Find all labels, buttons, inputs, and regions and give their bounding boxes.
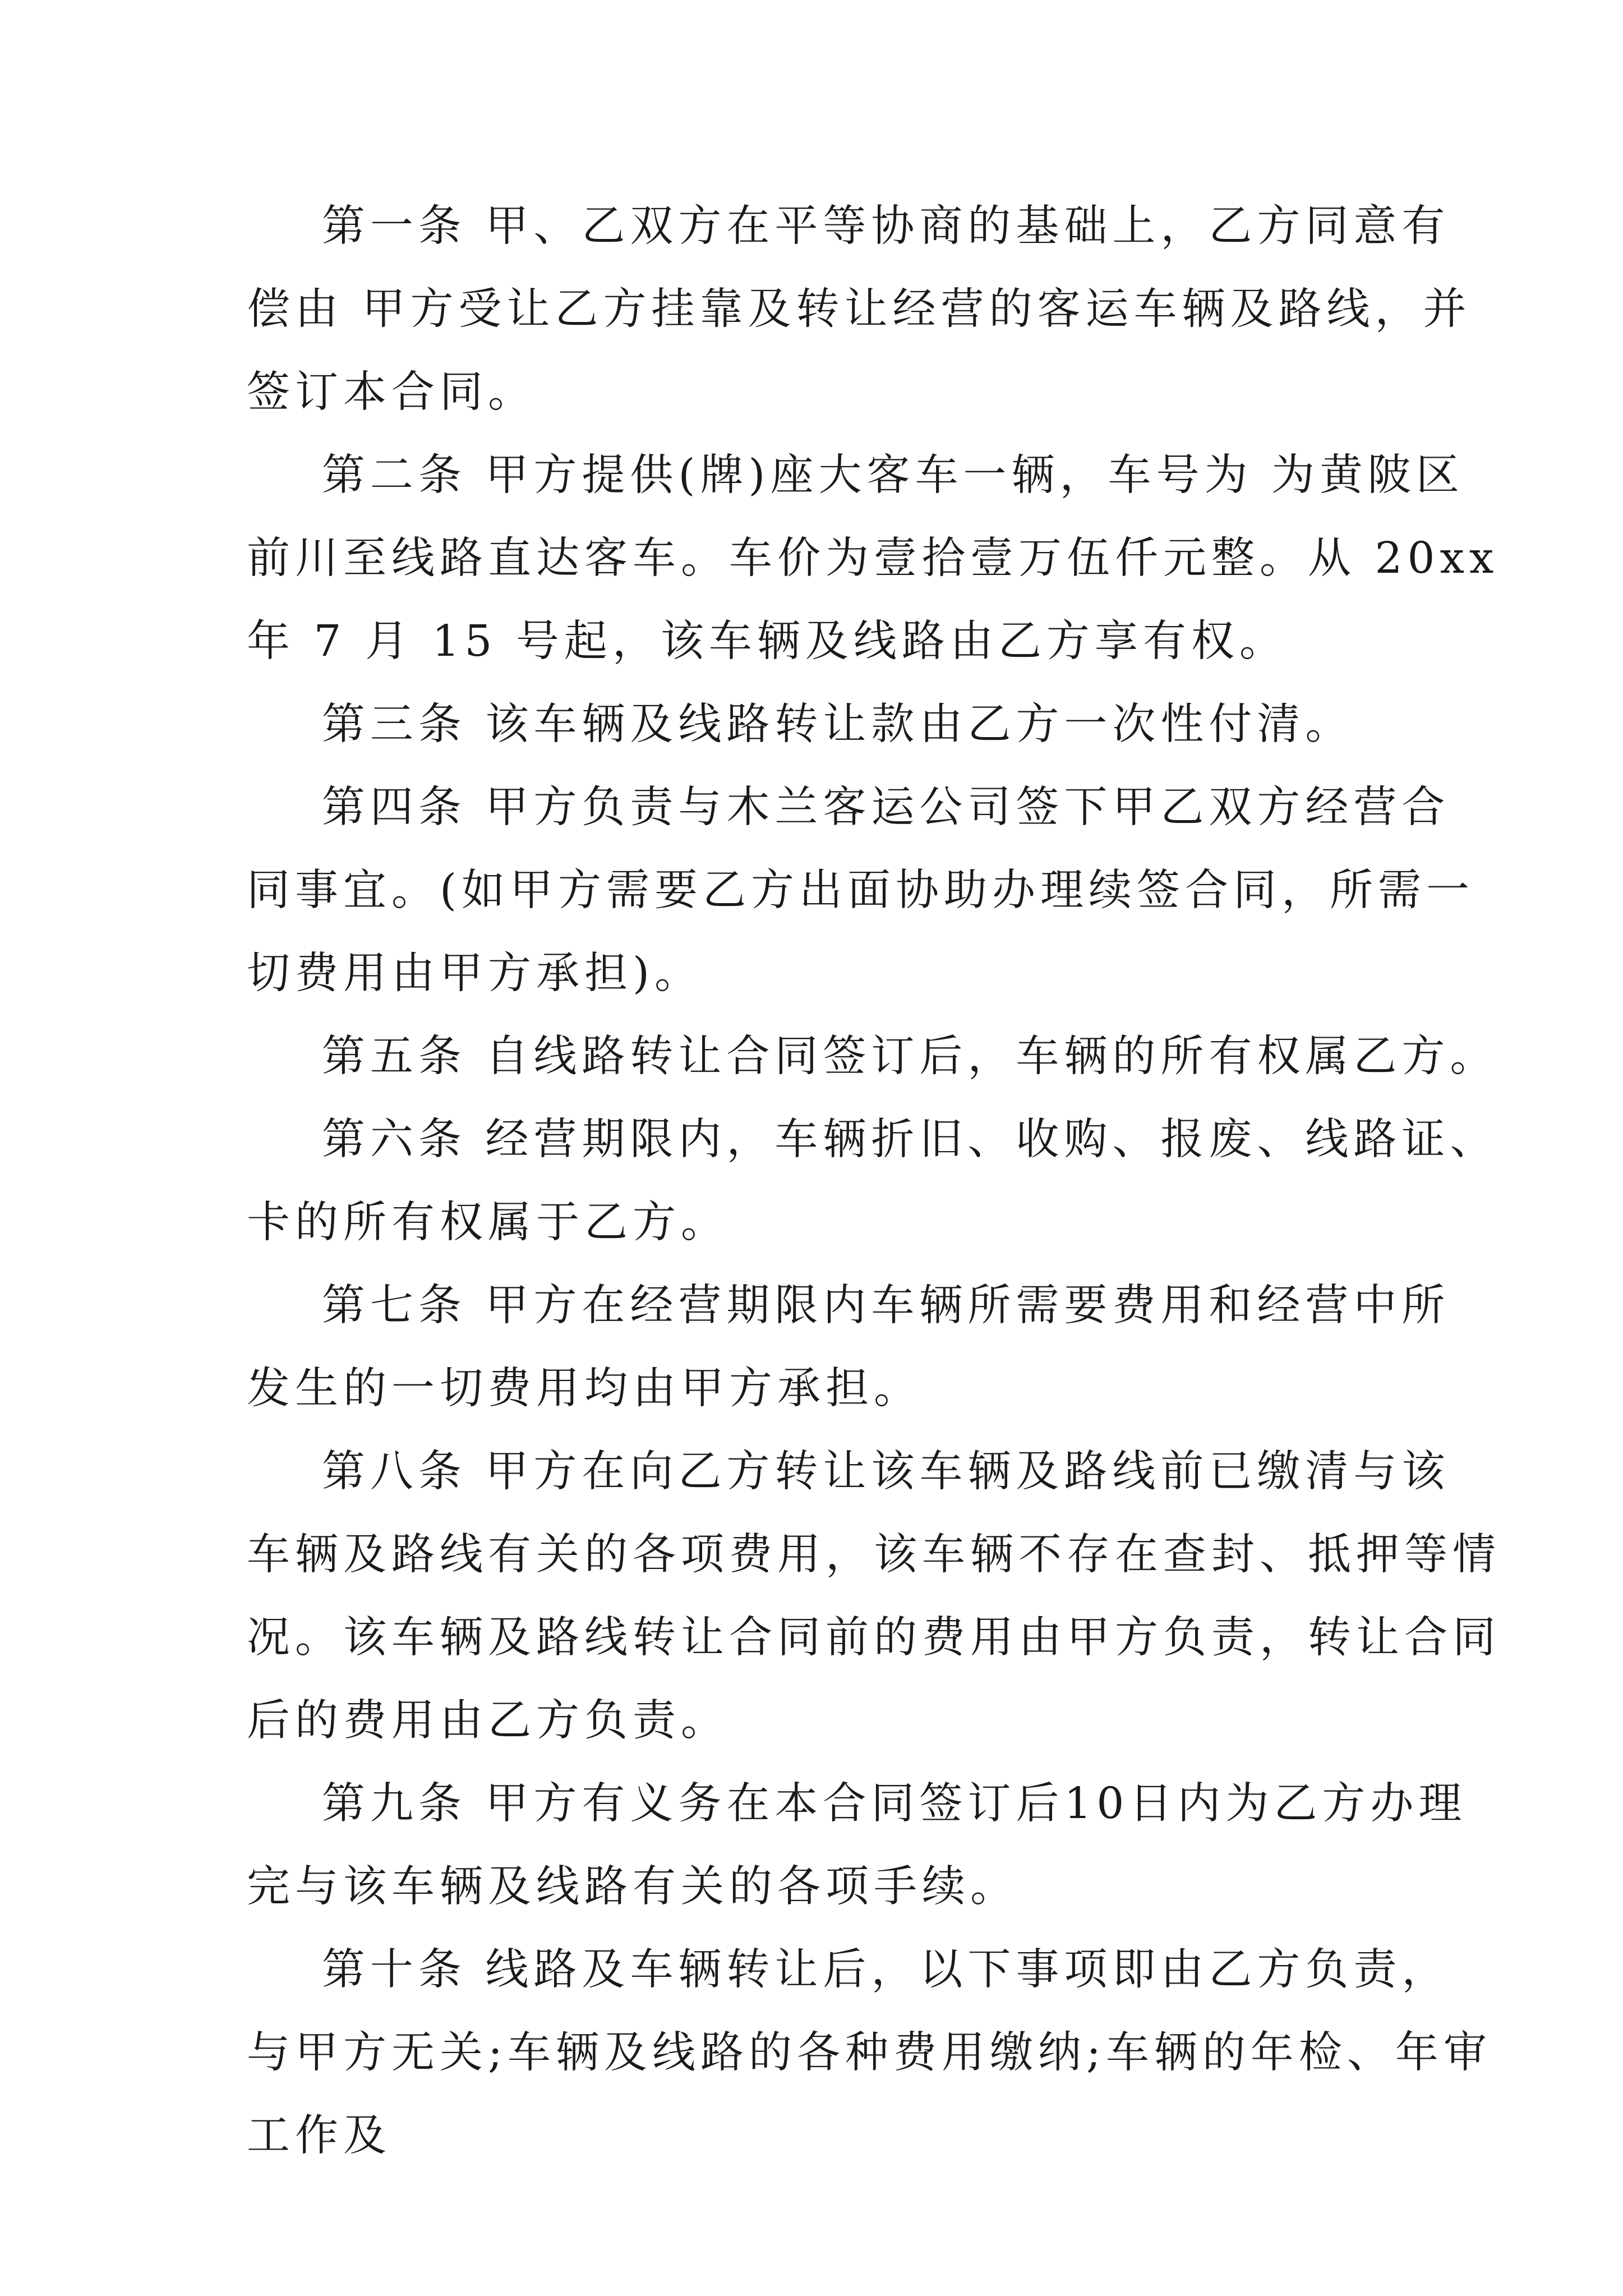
text-line: 第八条 甲方在向乙方转让该车辆及路线前已缴清与该: [247, 1447, 1450, 1497]
text-line: 第二条 甲方提供(牌)座大客车一辆，车号为 为黄陂区: [247, 450, 1464, 500]
text-line: 完与该车辆及线路有关的各项手续。: [247, 1862, 1018, 1912]
text-line: 第六条 经营期限内，车辆折旧、收购、报废、线路证、: [247, 1115, 1498, 1165]
text-line: 发生的一切费用均由甲方承担。: [247, 1364, 922, 1414]
text-line: 与甲方无关;车辆及线路的各种费用缴纳;车辆的年检、年审: [247, 2028, 1492, 2078]
text-line: 车辆及路线有关的各项费用，该车辆不存在查封、抵押等情: [247, 1530, 1501, 1580]
text-line: 签订本合同。: [247, 367, 536, 417]
text-line: 第四条 甲方负责与木兰客运公司签下甲乙双方经营合: [247, 783, 1450, 832]
text-line: 工作及: [247, 2111, 391, 2161]
text-line: 偿由 甲方受让乙方挂靠及转让经营的客运车辆及路线，并: [247, 284, 1472, 334]
contract-body: [247, 185, 1501, 2178]
text-line: 第十条 线路及车辆转让后，以下事项即由乙方负责，: [247, 1945, 1450, 1995]
text-line: 第七条 甲方在经营期限内车辆所需要费用和经营中所: [247, 1281, 1450, 1331]
text-line: 同事宜。(如甲方需要乙方出面协助办理续签合同，所需一: [247, 866, 1475, 915]
text-line: 第五条 自线路转让合同签订后，车辆的所有权属乙方。: [247, 1032, 1498, 1082]
text-line: 况。该车辆及路线转让合同前的费用由甲方负责，转让合同: [247, 1613, 1501, 1663]
text-line: 第九条 甲方有义务在本合同签订后10日内为乙方办理: [247, 1779, 1467, 1829]
text-line: 后的费用由乙方负责。: [247, 1696, 729, 1746]
text-line: 切费用由甲方承担)。: [247, 949, 703, 999]
text-line: 卡的所有权属于乙方。: [247, 1198, 729, 1248]
text-line: 第一条 甲、乙双方在平等协商的基础上，乙方同意有: [247, 201, 1450, 251]
text-line: 第三条 该车辆及线路转让款由乙方一次性付清。: [247, 700, 1354, 749]
text-line: 年 7 月 15 号起，该车辆及线路由乙方享有权。: [247, 616, 1288, 666]
text-line: 前川至线路直达客车。车价为壹拾壹万伍仟元整。从 20xx: [247, 533, 1499, 583]
